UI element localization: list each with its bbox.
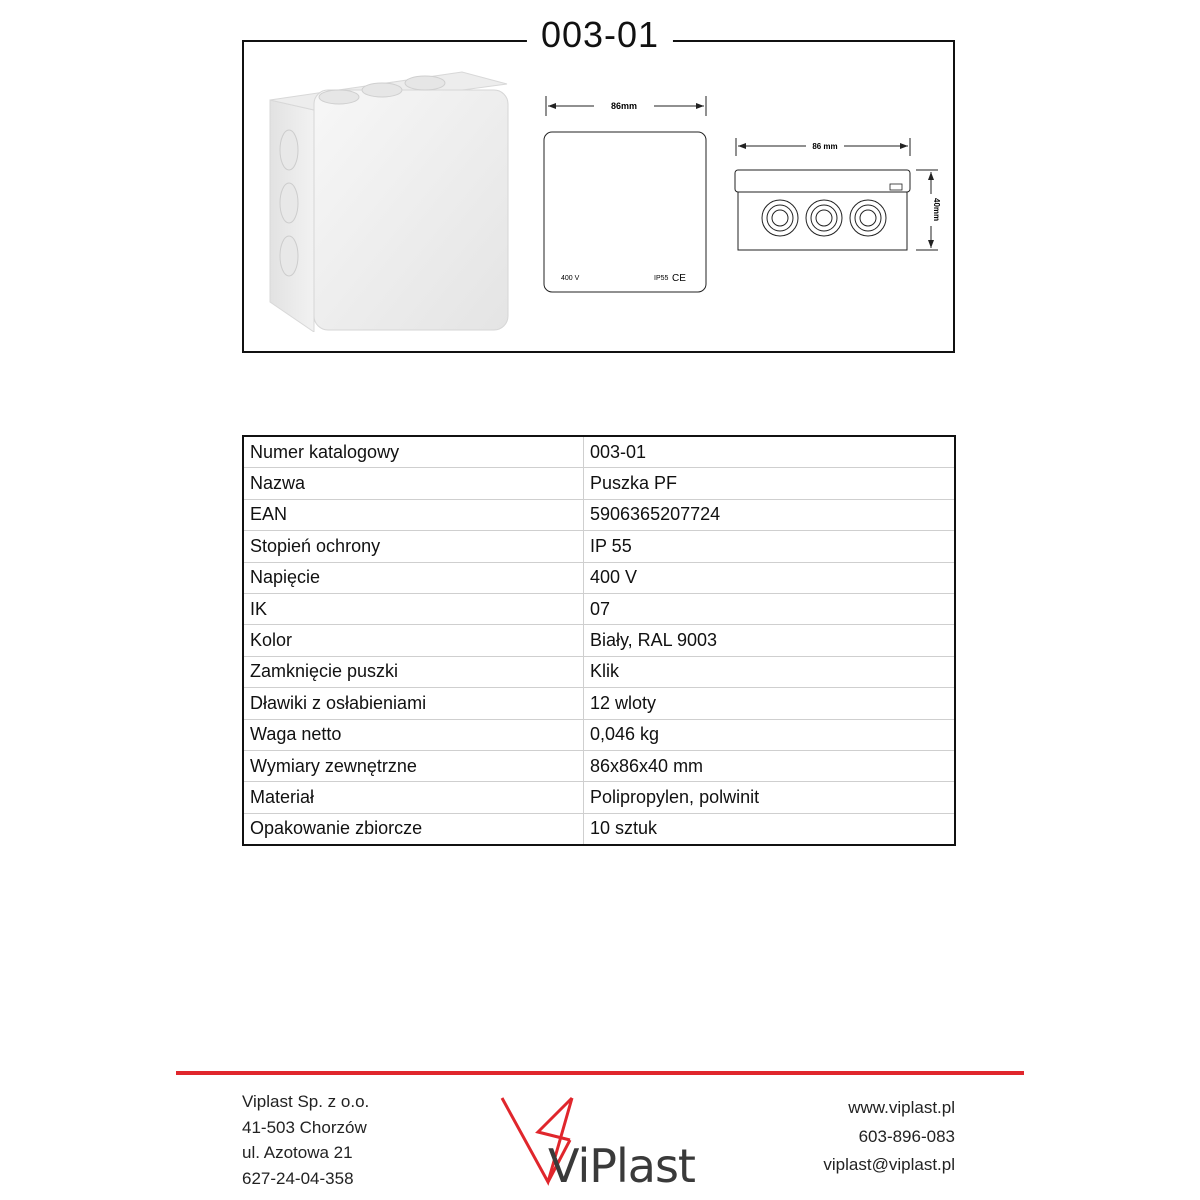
company-tax-id: 627-24-04-358 [242, 1168, 354, 1188]
spec-value: 10 sztuk [590, 818, 658, 839]
company-street: ul. Azotowa 21 [242, 1143, 353, 1162]
phone-number: 603-896-083 [858, 1126, 955, 1146]
spec-value: IP 55 [584, 531, 956, 562]
spec-label: Wymiary zewnętrzne [243, 750, 584, 781]
company-postal-city: 41-503 Chorzów [242, 1117, 367, 1137]
spec-label: Zamknięcie puszki [243, 656, 584, 687]
spec-label: Nazwa [243, 468, 584, 499]
company-address [242, 1089, 369, 1191]
front-view-drawing [536, 94, 716, 300]
table-row [243, 656, 955, 687]
spec-value: 0,046 kg [584, 719, 956, 750]
spec-value: 07 [584, 593, 956, 624]
spec-label: Napięcie [243, 562, 584, 593]
company-name: Viplast Sp. z o.o. [242, 1092, 370, 1111]
spec-value: Polipropylen, polwinit [584, 782, 956, 813]
spec-label: Numer katalogowy [243, 436, 584, 468]
logo-wordmark: ViPlast [548, 1139, 695, 1193]
spec-value: Biały, RAL 9003 [584, 625, 956, 656]
spec-value: Puszka PF [584, 468, 956, 499]
front-ip-label: IP55 [654, 275, 669, 282]
side-view-drawing [728, 136, 943, 260]
table-row [243, 688, 955, 719]
spec-label: IK [243, 593, 584, 624]
spec-value: 003-01 [584, 436, 956, 468]
spec-label: Dławiki z osłabieniami [243, 688, 584, 719]
email-link[interactable]: viplast@viplast.pl [823, 1155, 955, 1174]
specification-table [242, 435, 956, 846]
table-row [243, 813, 955, 845]
footer-divider [176, 1071, 1024, 1075]
front-width-dimension: 86mm [610, 101, 638, 111]
spec-label: Materiał [243, 782, 584, 813]
spec-label: Stopień ochrony [243, 531, 584, 562]
product-code-title: 003-01 [527, 14, 673, 56]
spec-label: Opakowanie zbiorcze [243, 813, 584, 845]
side-height-dimension: 40mm [932, 198, 941, 222]
junction-box-photo [262, 70, 512, 332]
table-row [243, 750, 955, 781]
side-width-dimension: 86 mm [812, 142, 838, 151]
spec-label: Waga netto [243, 719, 584, 750]
ce-mark-icon: CE [672, 273, 686, 284]
table-row [243, 782, 955, 813]
spec-label: Kolor [243, 625, 584, 656]
table-row [243, 499, 955, 530]
company-contact [823, 1094, 955, 1180]
spec-value: Klik [584, 656, 956, 687]
table-row [243, 625, 955, 656]
spec-value: 400 V [584, 562, 956, 593]
table-row [243, 468, 955, 499]
spec-value: 5906365207724 [584, 499, 956, 530]
table-row [243, 719, 955, 750]
table-row [243, 593, 955, 624]
spec-value: 86x86x40 mm [584, 750, 956, 781]
spec-label: EAN [243, 499, 584, 530]
table-row [243, 436, 955, 468]
website-link[interactable]: www.viplast.pl [848, 1098, 955, 1117]
front-voltage-label: 400 V [561, 275, 580, 282]
spec-value: 12 wloty [584, 688, 956, 719]
table-row [243, 531, 955, 562]
table-row [243, 562, 955, 593]
